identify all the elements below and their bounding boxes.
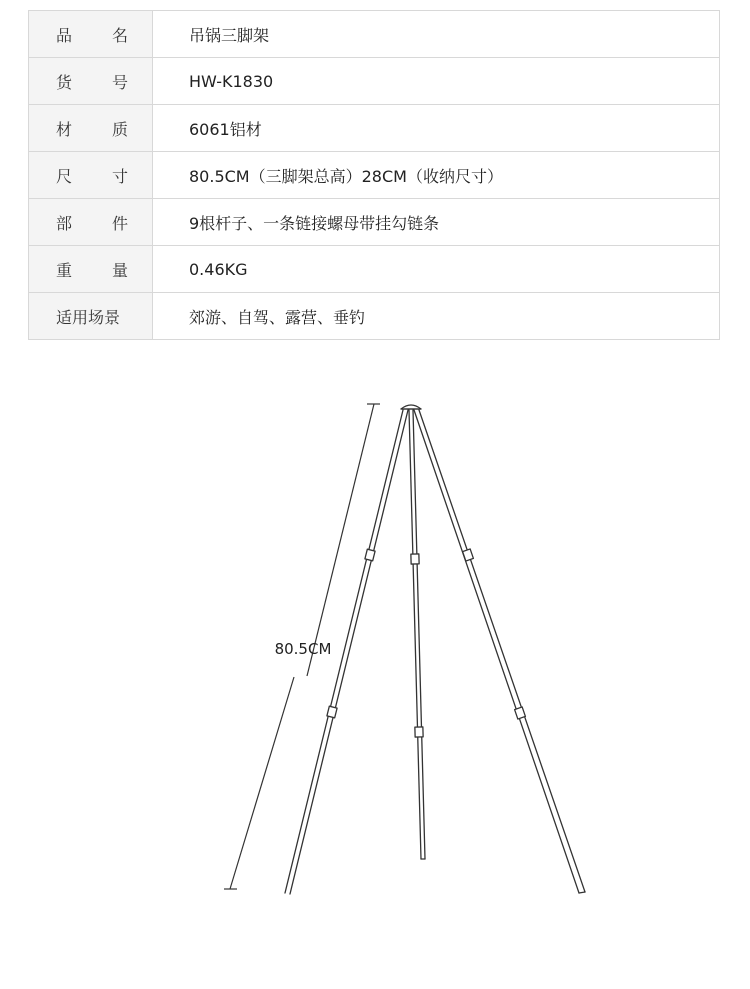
spec-value: 80.5CM（三脚架总高）28CM（收纳尺寸） bbox=[153, 152, 720, 199]
spec-label-char: 重 bbox=[56, 260, 73, 280]
spec-value: 6061铝材 bbox=[153, 105, 720, 152]
leg-joint bbox=[327, 706, 337, 718]
spec-label bbox=[29, 58, 153, 105]
spec-label: 适用场景 bbox=[29, 293, 153, 340]
spec-row-usage bbox=[29, 293, 720, 340]
spec-label-char: 货 bbox=[56, 72, 73, 92]
spec-label-char: 材 bbox=[56, 119, 73, 139]
tripod-drawing bbox=[0, 360, 750, 920]
spec-label-char: 件 bbox=[111, 213, 128, 233]
leg-joint bbox=[415, 727, 423, 737]
spec-label bbox=[29, 152, 153, 199]
spec-row-size bbox=[29, 152, 720, 199]
spec-table bbox=[28, 10, 720, 340]
spec-value: 吊锅三脚架 bbox=[153, 11, 720, 58]
spec-label-char: 名 bbox=[111, 25, 128, 45]
tripod-figure bbox=[0, 360, 750, 920]
spec-label-char: 量 bbox=[111, 260, 128, 280]
spec-value: HW-K1830 bbox=[153, 58, 720, 105]
leg-joint bbox=[411, 554, 419, 564]
spec-row-weight bbox=[29, 246, 720, 293]
height-dimension-label: 80.5CM bbox=[274, 640, 332, 658]
spec-label bbox=[29, 105, 153, 152]
spec-value: 9根杆子、一条链接螺母带挂勾链条 bbox=[153, 199, 720, 246]
spec-label bbox=[29, 199, 153, 246]
spec-label-char: 号 bbox=[111, 72, 128, 92]
spec-row-name bbox=[29, 11, 720, 58]
spec-value: 0.46KG bbox=[153, 246, 720, 293]
spec-row-model bbox=[29, 58, 720, 105]
spec-row-parts bbox=[29, 199, 720, 246]
leg-joint bbox=[463, 549, 474, 561]
leg-joint bbox=[365, 549, 375, 561]
spec-label bbox=[29, 246, 153, 293]
dimension-line-bottom bbox=[230, 677, 294, 889]
spec-label-char: 尺 bbox=[56, 166, 73, 186]
spec-label-char: 部 bbox=[56, 213, 73, 233]
tripod-right-leg bbox=[414, 410, 585, 893]
spec-row-material bbox=[29, 105, 720, 152]
dimension-line-top bbox=[307, 404, 374, 676]
leg-joint bbox=[515, 707, 526, 719]
spec-label-char: 品 bbox=[56, 25, 73, 45]
tripod-middle-leg bbox=[409, 410, 425, 859]
spec-value: 郊游、自驾、露营、垂钓 bbox=[153, 293, 720, 340]
spec-label-char: 寸 bbox=[111, 166, 128, 186]
spec-label bbox=[29, 11, 153, 58]
spec-label-char: 质 bbox=[111, 119, 128, 139]
